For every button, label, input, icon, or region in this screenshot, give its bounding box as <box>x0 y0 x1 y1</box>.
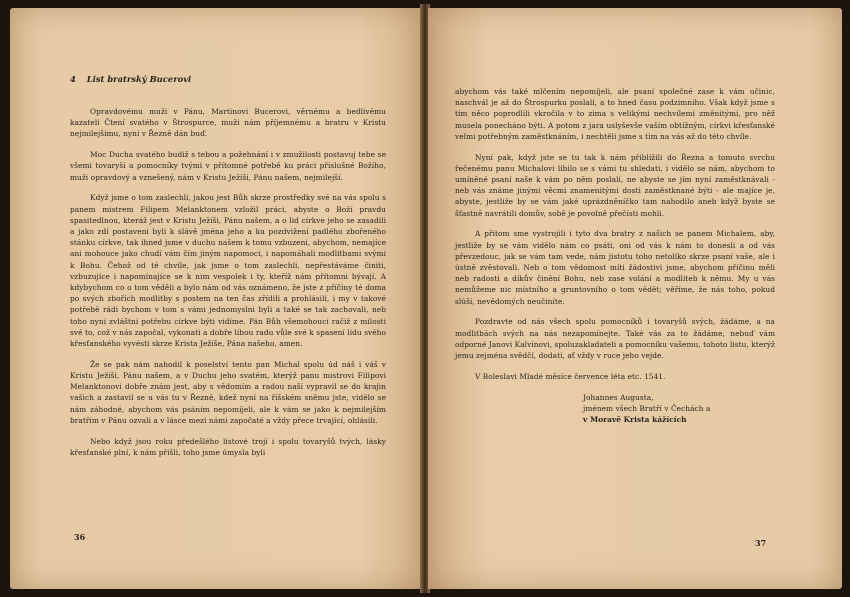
paragraph: abychom vás také mlčením nepomíjeli, ale psaní společné zase k vám učinic, naschvál je až do Štrospurku poslali, a to hned času podzimního. Však když jsme s tím něco poprodlili vkročila v to zima s velikými nechvílemi změnitými, pro něž musela ponecháno býti. A potom z jara uslyševše vaším obtížným, církvi křesťanské velmi potřebným zaměstknáním, i nechtěli jsme s tím na vás až do této chvíle. <box>455 87 775 141</box>
signature-line: v Moravě Krista kážících <box>583 415 687 425</box>
paragraph: Nebo když jsou roku předešlého listové trojí i spolu tovaryšů tvých, lásky křesťanské plní, k nám přišli, toho jsme úmysla byli <box>70 436 386 457</box>
header-number: 4 <box>70 74 76 84</box>
page-number: 37 <box>755 538 767 548</box>
page-number: 36 <box>74 532 86 542</box>
paragraph: A přitom sme vystrojili i tyto dva bratry z našich se panem Michalem, aby, jestliže by se vám vidělo nám co psáti, oni od vás k nám to donesli a od vás převzedouc, jak se vám tam vede, nám jistotu toho netoliko skrze psaní vaše, ale i ústně zvěstovali. Neb o tom vědomost míti žádostivi jsme, abychom příčinu měli neb radosti a díkův činění Bohu, neb zase volání a modliteb k němu. My u vás nemůžeme nic místního a gruntovního o tom vědět; věříme, že nás toho, pokud slúší, nevědomých neučiníte. <box>455 229 775 306</box>
header-title: List bratrský Bucerovi <box>86 74 192 84</box>
paragraph: Moc Ducha svatého budiž s tebou a požehnání i v zmužilosti postavuj tebe se všemi tovaryši a pomocníky tvými v přítomné potřebě ku práci příslušné Božího, muži opravdový a vznešený, nám v Kristu Ježíši, Pánu našem, nejmilejší. <box>70 150 386 182</box>
paragraph: Nyní pak, když jste se tu tak k nám přiblížili do Řezna a tomuto svrchu řečenému panu Michalovi líbilo se s vámi tu shledati, i vidělo se nám, abychom to umíněné psaní naše k vám po něm poslali, ne abyste se jím nyní zaměstknávali - neb vás známe jinými věcmi znamenitými dosti zaměstknané býti - ale majíce je, abyste, jestliže by se vám jaké uprázdněníčko tam nahodilo aneb když byste se šťastně navrátili domův, sobě je povolně přečísti mohli. <box>455 152 775 218</box>
right-page <box>428 8 842 589</box>
paragraph: Když jsme o tom zaslechli, jakou jest Bůh skrze prostředky své na vás spolu s panem mistrem Filipem Melanktonem vzložil práci, abyste o Boží pravdu spasitedlnou, kteráž jest v Kristu Ježíši, Pánu našem, a o lid církve jeho se zasadili a jako zdí postaveni byli k slávě jména jeho a ku pozdvižení padlého zbořeného stánku církve, tak ihned jsme v duchu našem k tomu vzbuzeni, abychom, nemajíce ani mohouce jako chudí vám čím jiným napomoci, i napomáhali modlitbami svými k Bohu. Čehož od té chvíle, jak jsme o tom zaslechli, nepřestáváme činiti, vzbuzujíce i napomínajíce se k nim vespolek i ty, kteříž nám přítomni bývají. A kdybychom co o tom věděli a bylo nám od vás oznámeno, že jste z příčiny té doma po svých zbořích modlitby s postem na ten čas zřídili a prohlásili, i my v takové potřebě rádi bychom v tom s vámi jednomyslni byli a také se tak zachovali, neb toho nyní zvláštní potřebu církve býti vidíme. Pán Bůh všemohoucí račiž z milosti své to, což v nás započal, vykonati a dobře libou radu vůle své k spasení lidu svého křesťanského vyvésti skrze Krista Ježíše, Pána našeho, amen. <box>70 193 386 349</box>
dateline: V Boleslavi Mladé měsíce července léta etc. 1541. <box>475 371 666 381</box>
page-header <box>70 74 191 84</box>
left-page <box>10 8 422 589</box>
right-page-text <box>455 86 775 425</box>
paragraph: Opravdovému muži v Pánu, Martinovi Bucerovi, věrnému a bedlivému kazateli Čtení svatého v Štrospurce, muži nám příjemnému a bratru v Kristu nejmilejšímu, nyní v Řezně dán buď. <box>70 107 386 139</box>
signature-name: Johannes Augusta, <box>583 392 654 402</box>
signature-block <box>583 392 775 426</box>
paragraph: Že se pak nám nahodil k poselství tento pan Michal spolu úd náš i váš v Kristu Ježíši, Pánu našem, a v Duchu jeho svatém, kterýž panu mistrovi Filipovi Melanktonovi dobře znám jest, aby s vědomím a radou naší vypravil se do krajin vašich a zastavil se u vás tu v Řezně, kdež nyní na říšském sněmu jste, vidělo se nám záhodné, abychom vás psáním nepomíjeli, ale k vám se jako k nejmilejším bratřím v Pánu ozvali a v lásce mezi námi započaté a vždy přece trvající, ohlásili. <box>70 359 386 425</box>
left-page-text <box>70 106 386 468</box>
paragraph: Pozdravte od nás všech spolu pomocníků i tovaryšů svých, žádáme, a na modlitbách svých na nás nezapomínejte. Také vás za to žádáme, nebuď vám odporné Janovi Kalvínovi, spoluzakladateli a pomocníku vašemu, tohoto listu, kterýž jemu zejména svědčí, dodati, ať vždy v ruce jeho vejde. <box>455 317 775 361</box>
signature-line: jménem všech Bratří v Čechách a <box>583 403 711 413</box>
